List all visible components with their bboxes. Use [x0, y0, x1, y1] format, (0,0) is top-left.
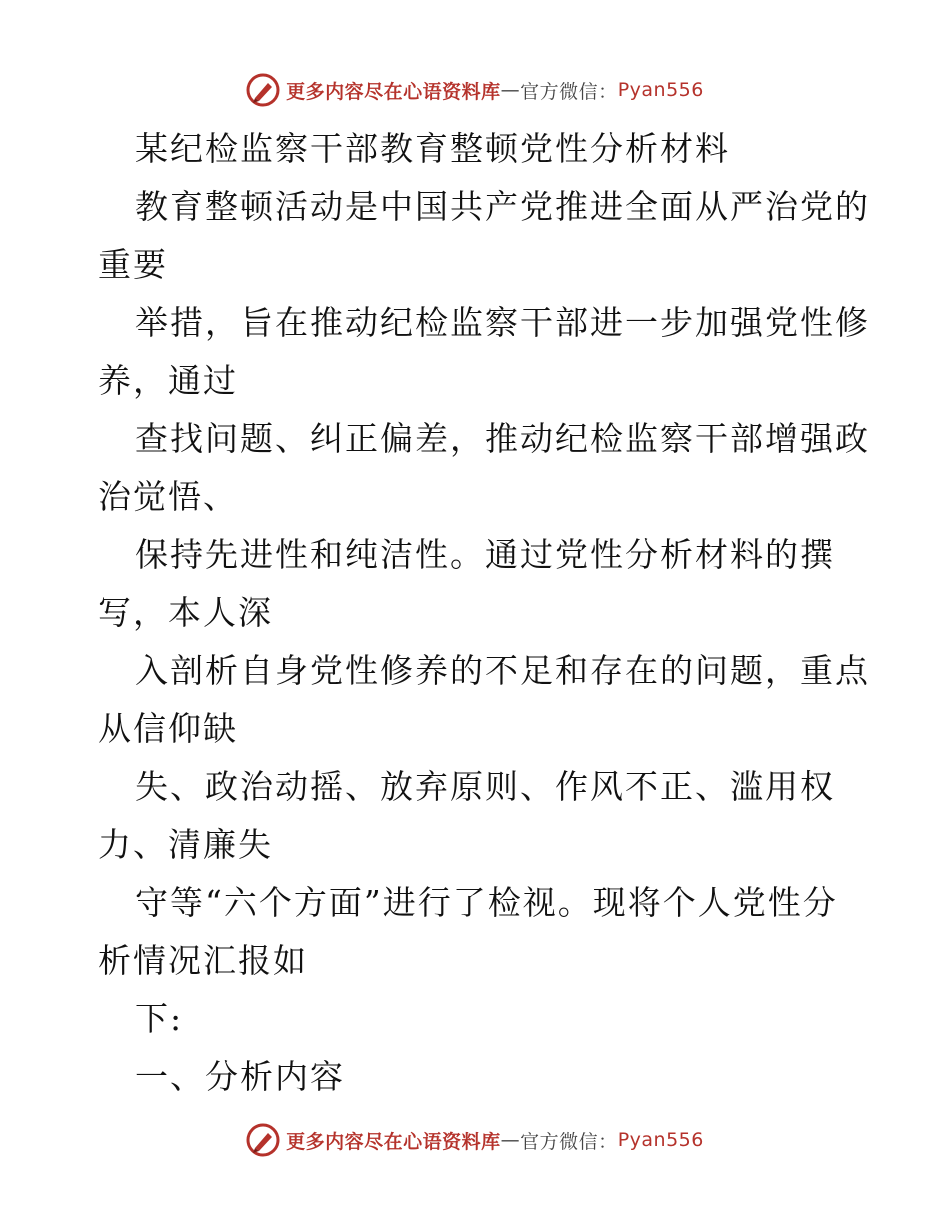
- paragraph-line: 保持先进性和纯洁性。通过党性分析材料的撰: [135, 535, 835, 574]
- paragraph-line: 析情况汇报如: [98, 941, 308, 980]
- banner-handle: Pyan556: [617, 1129, 704, 1151]
- paragraph-line: 失、政治动摇、放弃原则、作风不正、滥用权: [135, 767, 835, 806]
- paragraph-line: 下:: [135, 999, 184, 1038]
- paragraph-line: 养，通过: [98, 361, 238, 400]
- paragraph-line: 教育整顿活动是中国共产党推进全面从严治党的: [135, 187, 870, 226]
- paragraph-line: 守等“六个方面”进行了检视。现将个人党性分: [135, 883, 838, 922]
- document-title: 某纪检监察干部教育整顿党性分析材料: [135, 129, 730, 168]
- paragraph-line: 查找问题、纠正偏差，推动纪检监察干部增强政: [135, 419, 870, 458]
- banner-wechat-label: 官方微信：: [520, 1130, 618, 1153]
- banner-brand: 更多内容尽在心语资料库: [286, 80, 501, 103]
- banner-brand: 更多内容尽在心语资料库: [286, 1130, 501, 1153]
- pen-logo-icon: [246, 1123, 280, 1157]
- pen-logo-icon: [246, 73, 280, 107]
- paragraph-line: 入剖析自身党性修养的不足和存在的问题，重点: [135, 651, 870, 690]
- paragraph-line: 举措，旨在推动纪检监察干部进一步加强党性修: [135, 303, 870, 342]
- footer-banner: [0, 1120, 950, 1160]
- paragraph-line: 治觉悟、: [98, 477, 238, 516]
- banner-separator: —: [500, 1129, 521, 1151]
- paragraph-line: 重要: [98, 245, 168, 284]
- paragraph-line: 力、清廉失: [98, 825, 273, 864]
- section-heading: 一、分析内容: [135, 1057, 345, 1096]
- banner-handle: Pyan556: [617, 79, 704, 101]
- paragraph-line: 写，本人深: [98, 593, 273, 632]
- banner-wechat-label: 官方微信：: [520, 80, 618, 103]
- paragraph-line: 从信仰缺: [98, 709, 238, 748]
- header-banner: [0, 70, 950, 110]
- banner-separator: —: [500, 79, 521, 101]
